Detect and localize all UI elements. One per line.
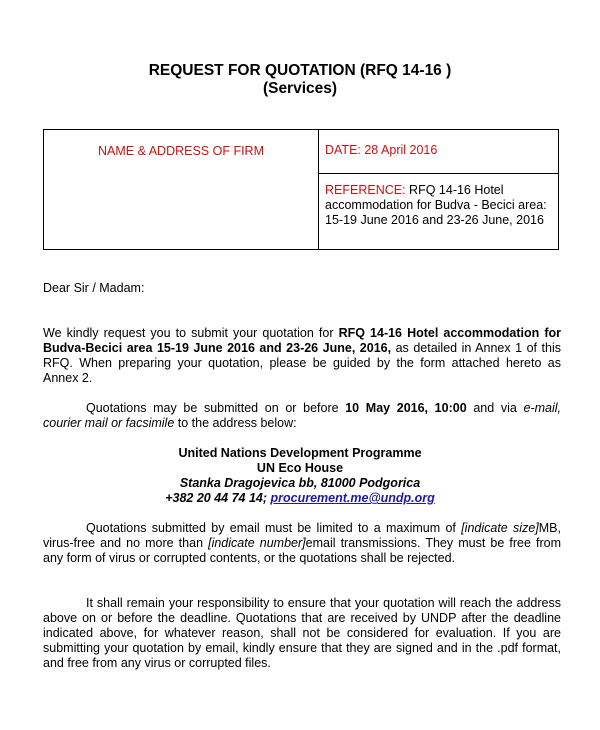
header-table <box>43 129 559 250</box>
paragraph-submission <box>43 401 561 431</box>
paragraph-request <box>43 326 561 386</box>
salutation: Dear Sir / Madam: <box>43 281 145 295</box>
request-intro: We kindly request you to submit your quotation for <box>43 326 339 340</box>
address-building: UN Eco House <box>256 461 344 475</box>
submission-methods: e-mail, courier mail or facsimile <box>43 401 561 430</box>
procurement-email-link[interactable]: procurement.me@undp.org <box>270 491 435 505</box>
date-cell <box>319 130 559 174</box>
reference-cell <box>319 174 559 250</box>
firm-label: NAME & ADDRESS OF FIRM <box>98 144 264 158</box>
reference-text: RFQ 14-16 Hotel accommodation for Budva - Becici area: <box>325 183 547 212</box>
address-phone: +382 20 44 74 14; <box>165 491 271 505</box>
number-placeholder: [indicate number] <box>208 536 306 550</box>
paragraph-email-limits <box>43 521 561 566</box>
date-label: DATE: 28 April 2016 <box>325 143 438 157</box>
email-limit-c: email transmissions. They must be free from any form of virus or corrupted contents, or the quotations shall be rejected. <box>43 536 562 565</box>
paragraph-responsibility: It shall remain your responsibility to ensure that your quotation will reach the address above on or before the deadline. Quotations that are received by UNDP after the deadline indicated above, for whatever reason, shall not be considered for evaluation. If you are submitting your quotation by email, kindly ensure that they are signed and in the .pdf format, and free from any virus or corrupted files. <box>43 596 561 670</box>
request-rest: as detailed in Annex 1 of this RFQ. When preparing your quotation, please be guided by the form attached hereto as Annex 2. <box>43 341 561 385</box>
submission-deadline: 10 May 2016, 10:00 <box>345 401 467 415</box>
submission-mid: and via <box>466 401 524 415</box>
rfq-reference-bold: RFQ 14-16 Hotel accommodation for Budva-Becici area 15-19 June 2016 and 23-26 June, 2016, <box>43 326 561 355</box>
email-limit-a: Quotations submitted by email must be limited to a maximum of <box>86 521 462 535</box>
firm-name-address-cell <box>44 130 319 250</box>
address-contact <box>0 491 600 506</box>
address-org: United Nations Development Programme <box>178 446 422 460</box>
submission-end: to the address below: <box>174 416 297 430</box>
address-street: Stanka Dragojevica bb, 81000 Podgorica <box>179 476 421 490</box>
size-placeholder: [indicate size] <box>461 521 539 535</box>
reference-dates: 15-19 June 2016 and 23-26 June, 2016 <box>325 213 544 227</box>
reference-label: REFERENCE: <box>325 183 406 197</box>
email-limit-b: MB, virus-free and no more than <box>43 521 561 550</box>
document-subtitle: (Services) <box>262 80 338 97</box>
submission-intro: Quotations may be submitted on or before <box>86 401 346 415</box>
document-title: REQUEST FOR QUOTATION (RFQ 14-16 ) <box>148 62 452 79</box>
